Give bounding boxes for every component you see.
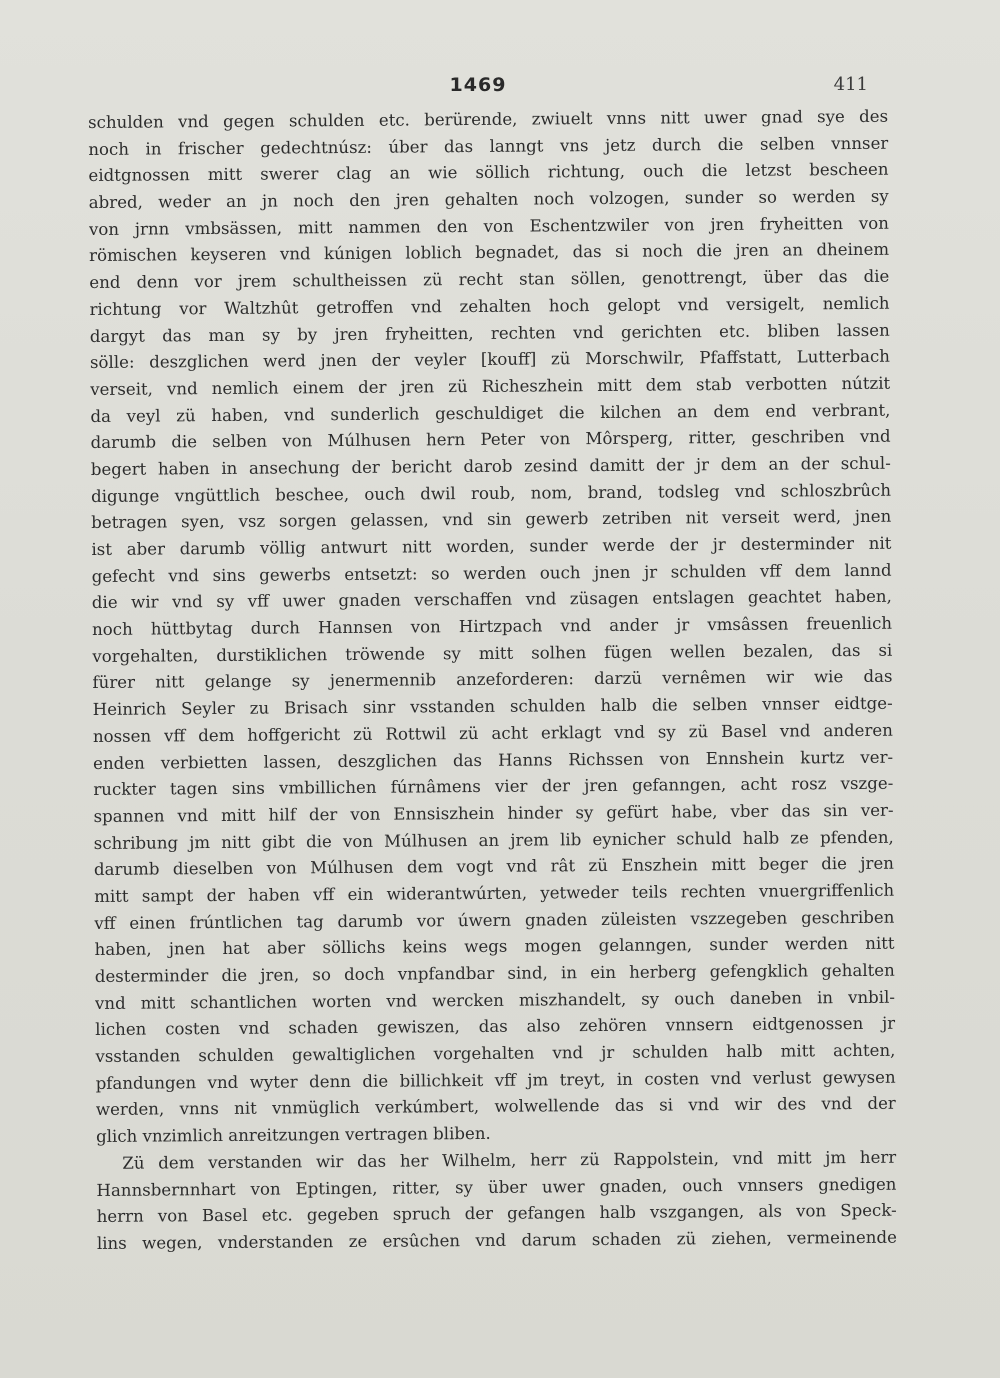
text-line: betragen syen, vsz sorgen gelassen, vnd sin gewerb zetriben nit verseit werd, jnen	[91, 507, 892, 533]
text-line: digunge vngüttlich beschee, ouch dwil roub, nom, brand, todsleg vnd schloszbrûch	[90, 480, 892, 506]
running-head-year: 1469	[449, 74, 507, 96]
text-line: end denn vor jrem schultheissen zü recht stan söllen, genottrengt, über das die	[89, 266, 890, 293]
text-line: richtung vor Waltzhût getroffen vnd zehalten hoch gelopt vnd versigelt, nemlich	[89, 293, 890, 319]
text-line: ruckter tagen sins vmbillichen fúrnâmens vier der jren gefanngen, acht rosz vszge-	[93, 773, 894, 800]
text-line: Heinrich Seyler zu Brisach sinr vsstanden schulden halb die selben vnnser eidtge-	[92, 693, 893, 720]
text-line: noch hüttbytag durch Hannsen von Hirtzpach vnd ander jr vmsâssen freuenlich	[92, 613, 893, 640]
text-line: lichen costen vnd schaden gewiszen, das also zehören vnnsern eidtgenossen jr	[95, 1014, 896, 1040]
text-line: Zü dem verstanden wir das her Wilhelm, herr zü Rappolstein, vnd mitt jm herr	[122, 1147, 897, 1173]
body-text	[88, 104, 897, 1258]
text-line: schulden vnd gegen schulden etc. berürende, zwiuelt vnns nitt uwer gnad sye des	[88, 106, 889, 132]
text-line: spannen vnd mitt hilf der von Ennsiszhein hinder sy gefürt habe, vber das sin ver-	[93, 800, 894, 826]
page-header	[88, 70, 868, 100]
text-line: lins wegen, vnderstanden ze ersûchen vnd darum schaden zü ziehen, vermeinende	[96, 1227, 897, 1253]
text-line: vorgehalten, durstiklichen tröwende sy mitt solhen fügen wellen bezalen, das si	[92, 640, 893, 666]
text-line: enden verbietten lassen, deszglichen das Hanns Richssen von Ennshein kurtz ver-	[93, 747, 894, 773]
text-line: verseit, vnd nemlich einem der jren zü Richeszhein mitt dem stab verbotten nútzit	[90, 373, 891, 399]
text-line: abred, weder an jn noch den jren gehalten noch volzogen, sunder so werden sy	[88, 186, 889, 213]
text-line: nossen vff dem hoffgericht zü Rottwil zü acht erklagt vnd sy zü Basel vnd anderen	[92, 720, 893, 746]
text-line: ist aber darumb völlig antwurt nitt worden, sunder werde der jr desterminder nit	[91, 533, 892, 559]
text-line: Hannsbernnhart von Eptingen, ritter, sy über uwer gnaden, ouch vnnsers gnedigen	[96, 1174, 897, 1200]
text-line: werden, vnns nit vnmüglich verkúmbert, wolwellende das si vnd wir des vnd der	[95, 1094, 896, 1120]
text-line: dargyt das man sy by jren fryheitten, rechten vnd gerichten etc. bliben lassen	[89, 320, 890, 346]
text-line: darumb dieselben von Múlhusen dem vogt vnd rât zü Enszhein mitt beger die jren	[93, 853, 895, 880]
text-line: von jrnn vmbsässen, mitt nammen den von Eschentzwiler von jren fryheitten von	[88, 213, 889, 239]
text-line: desterminder die jren, so doch vnpfandbar sind, in ein herberg gefengklich gehalten	[94, 960, 895, 986]
text-line: herrn von Basel etc. gegeben spruch der gefangen halb vszgangen, als von Speck-	[96, 1200, 897, 1227]
text-line: sölle: deszglichen werd jnen der veyler [kouff] zü Morschwilr, Pfaffstatt, Lutterbach	[89, 346, 891, 373]
page-number: 411	[833, 74, 868, 95]
text-line: vff einen frúntlichen tag darumb vor úwern gnaden züleisten vszzegeben geschriben	[94, 907, 895, 933]
text-line: die wir vnd sy vff uwer gnaden verschaffen vnd züsagen entslagen geachtet haben,	[91, 587, 892, 613]
text-line: mitt sampt der haben vff ein widerantwúrten, yetweder teils rechten vnuergriffenlich	[94, 880, 895, 906]
text-line: haben, jnen hat aber söllichs keins wegs mogen gelanngen, sunder werden nitt	[94, 934, 895, 960]
text-line: noch in frischer gedechtnúsz: úber das lanngt vns jetz durch die selben vnnser	[88, 133, 889, 159]
text-line: eidtgnossen mitt swerer clag an wie söllich richtung, ouch die letzst bescheen	[88, 160, 889, 186]
text-line: pfandungen vnd wyter denn die billichkeit vff jm treyt, in costen vnd verlust gewysen	[95, 1067, 896, 1093]
text-line: römischen keyseren vnd kúnigen loblich begnadet, das si noch die jren an dheinem	[89, 240, 890, 266]
text-line: fürer nitt gelange sy jenermennib anzeforderen: darzü vernêmen wir wie das	[92, 667, 893, 693]
text-line: vnd mitt schantlichen worten vnd wercken miszhandelt, sy ouch daneben in vnbil-	[94, 987, 896, 1013]
text-line: glich vnzimlich anreitzungen vertragen bliben.	[95, 1123, 491, 1147]
text-line: da veyl zü haben, vnd sunderlich geschuldiget die kilchen an dem end verbrant,	[90, 400, 891, 426]
text-line: begert haben in ansechung der bericht darob zesind damitt der jr dem an der schul-	[90, 453, 891, 479]
text-line: darumb die selben von Múlhusen hern Peter von Môrsperg, ritter, geschriben vnd	[90, 426, 891, 453]
text-line: schribung jm nitt gibt die von Múlhusen an jrem lib eynicher schuld halb ze pfenden,	[93, 827, 894, 853]
text-line: vsstanden schulden gewaltiglichen vorgehalten vnd jr schulden halb mitt achten,	[95, 1040, 896, 1067]
text-line: gefecht vnd sins gewerbs entsetzt: so werden ouch jnen jr schulden vff dem lannd	[91, 560, 892, 586]
